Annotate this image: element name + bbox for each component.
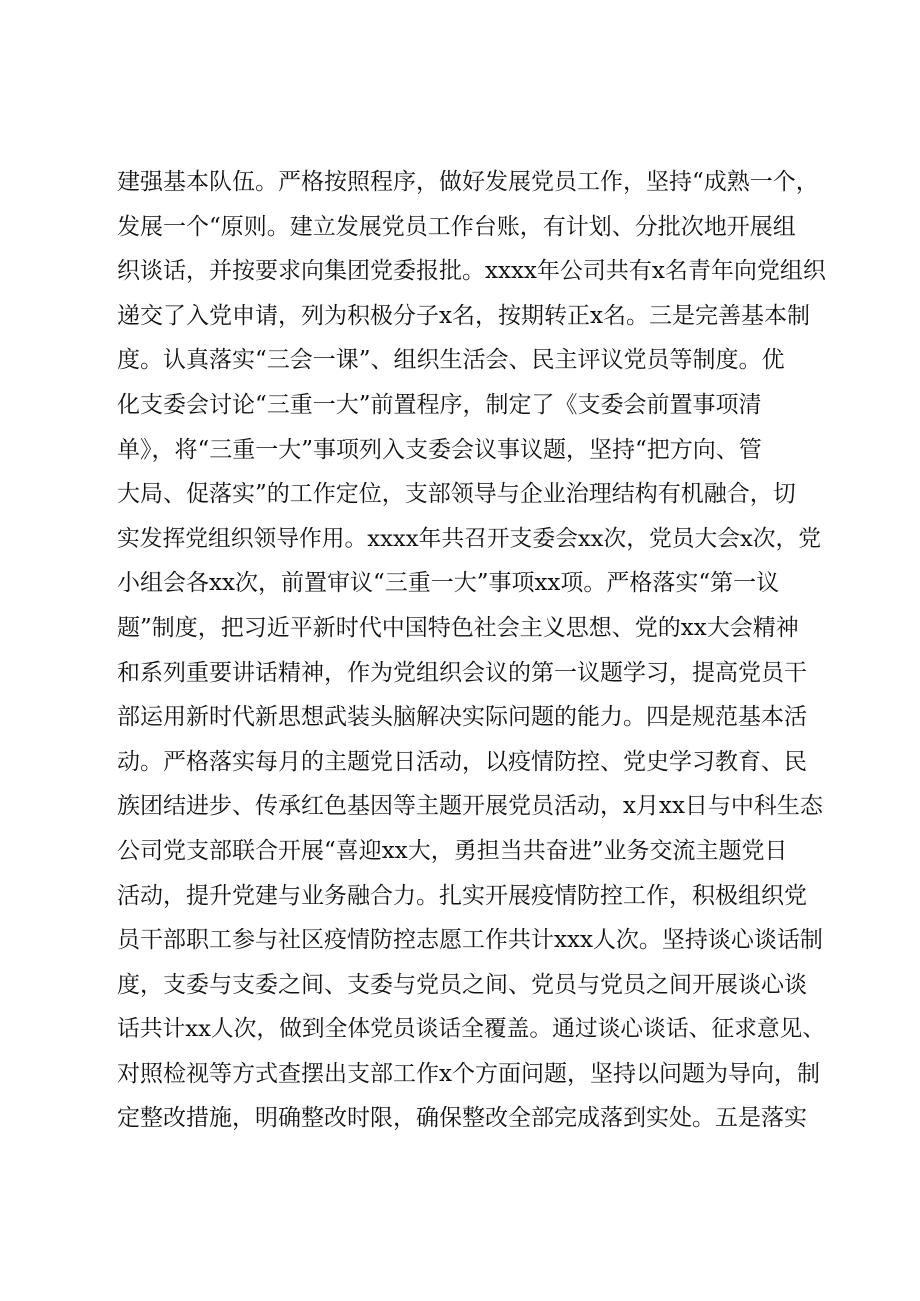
text-line: 单》，将“三重一大”事项列入支委会议事议题，坚持“把方向、管 xyxy=(117,436,762,463)
text-line: 员干部职工参与社区疫情防控志愿工作共计xxx人次。坚持谈心谈话制 xyxy=(117,927,823,954)
text-line: 定整改措施，明确整改时限，确保整改全部完成落到实处。五是落实 xyxy=(117,1105,807,1132)
text-line: 度。认真落实“三会一课”、组织生活会、民主评议党员等制度。优 xyxy=(117,347,785,374)
text-line: 织谈话，并按要求向集团党委报批。xxxx年公司共有x名青年向党组织 xyxy=(117,258,826,285)
text-line: 和系列重要讲话精神，作为党组织会议的第一议题学习，提高党员干 xyxy=(117,659,807,686)
text-line: 实发挥党组织领导作用。xxxx年共召开支委会xx次，党员大会x次，党 xyxy=(117,525,822,552)
text-line: 活动，提升党建与业务融合力。扎实开展疫情防控工作，积极组织党 xyxy=(117,882,807,909)
text-line: 发展一个“原则。建立发展党员工作台账，有计划、分批次地开展组 xyxy=(117,213,796,240)
text-line: 题”制度，把习近平新时代中国特色社会主义思想、党的xx大会精神 xyxy=(117,614,799,641)
body-paragraph xyxy=(117,160,827,1141)
text-line: 递交了入党申请，列为积极分子x名，按期转正x名。三是完善基本制 xyxy=(117,302,810,329)
text-line: 对照检视等方式查摆出支部工作x个方面问题，坚持以问题为导向，制 xyxy=(117,1060,820,1087)
text-line: 化支委会讨论“三重一大”前置程序，制定了《支委会前置事项清 xyxy=(117,391,762,418)
text-line: 公司党支部联合开展“喜迎xx大，勇担当共奋进”业务交流主题党日 xyxy=(117,837,788,864)
text-line: 大局、促落实”的工作定位，支部领导与企业治理结构有机融合，切 xyxy=(117,481,796,508)
text-line: 度，支委与支委之间、支委与党员之间、党员与党员之间开展谈心谈 xyxy=(117,971,807,998)
text-line: 小组会各xx次，前置审议“三重一大”事项xx项。严格落实“第一议 xyxy=(117,570,780,597)
text-line: 部运用新时代新思想武装头脑解决实际问题的能力。四是规范基本活 xyxy=(117,704,807,731)
text-line: 建强基本队伍。严格按照程序，做好发展党员工作，坚持“成熟一个， xyxy=(117,169,819,195)
text-line: 动。严格落实每月的主题党日活动，以疫情防控、党史学习教育、民 xyxy=(117,748,807,775)
text-line: 话共计xx人次，做到全体党员谈话全覆盖。通过谈心谈话、征求意见、 xyxy=(117,1016,826,1043)
text-line: 族团结进步、传承红色基因等主题开展党员活动，x月xx日与中科生态 xyxy=(117,793,823,820)
